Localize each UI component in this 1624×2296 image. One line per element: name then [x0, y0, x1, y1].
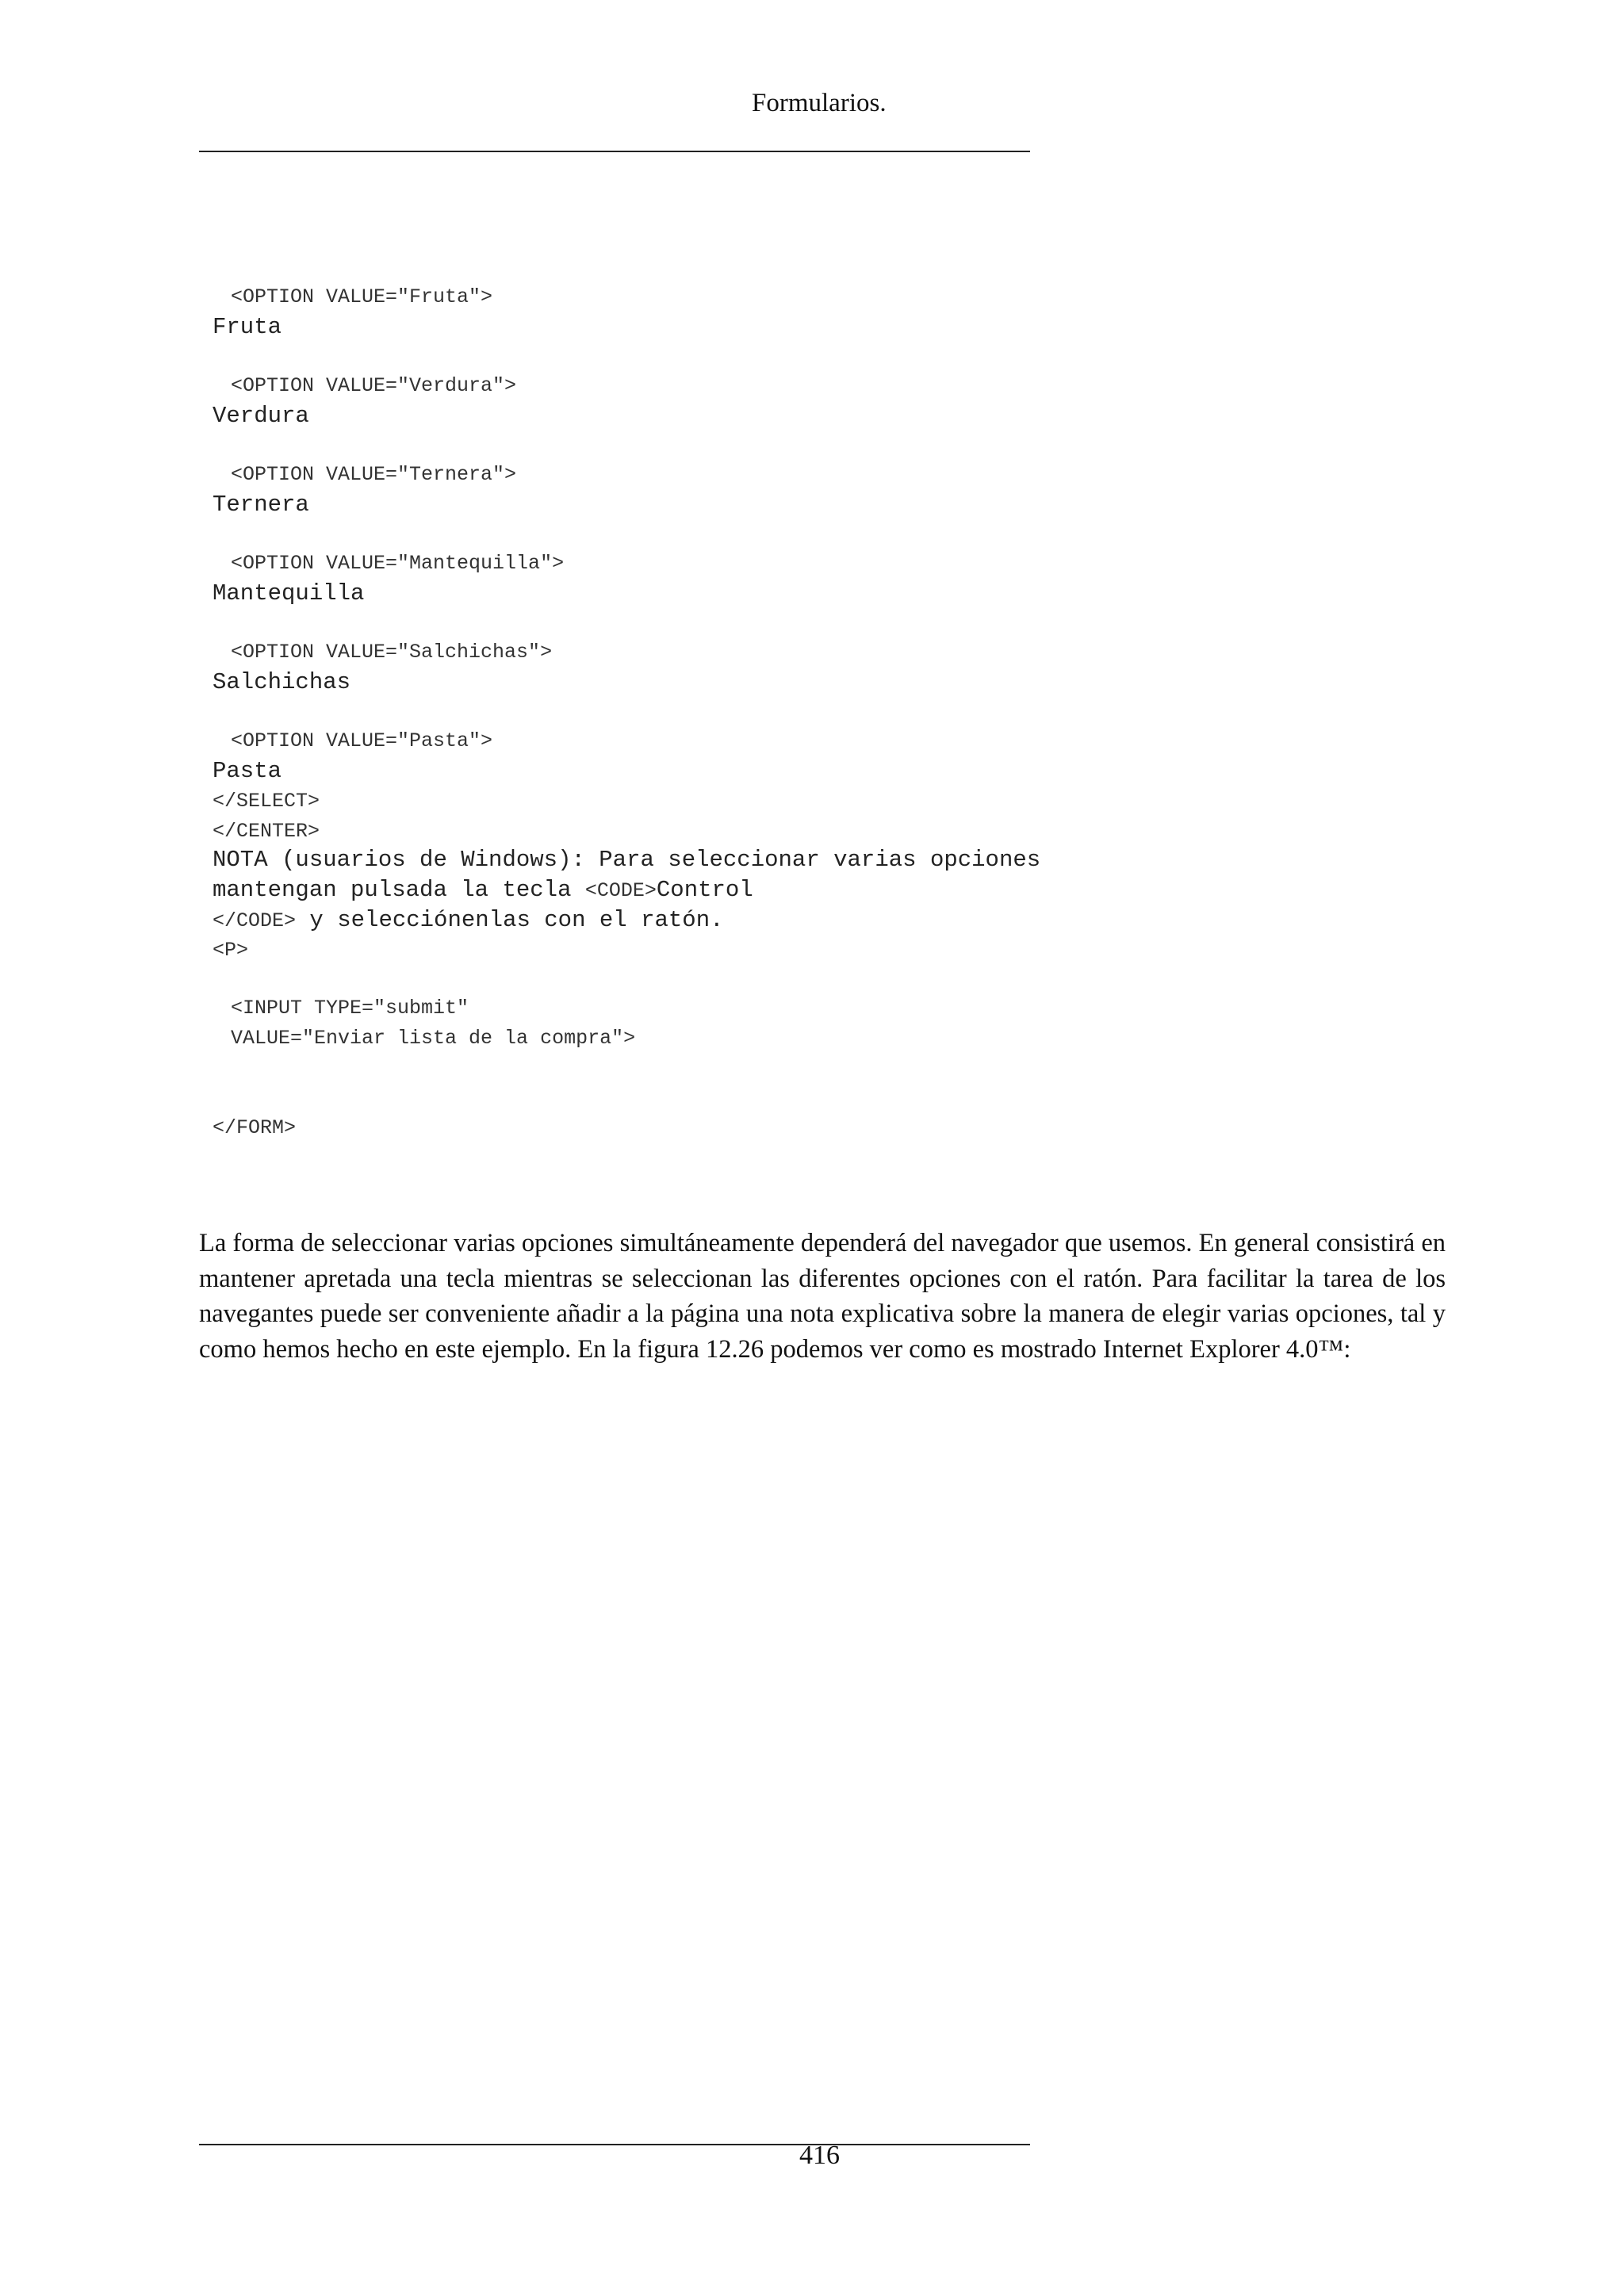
code-line: NOTA (usuarios de Windows): Para seleccionar varias opciones — [213, 847, 1041, 873]
code-line: </FORM> — [213, 1116, 297, 1139]
code-line: Fruta — [213, 314, 282, 340]
body-paragraph: La forma de seleccionar varias opciones simultáneamente dependerá del navegador que usemos. En general consistirá en mantener apretada una tecla mientras se seleccionan las diferentes opciones con el ratón. Para facilitar la tarea de los navegantes puede ser conveniente añadir a la página una nota explicativa sobre la manera de elegir varias opciones, tal y como hemos hecho en este ejemplo. En la figura 12.26 podemos ver como es mostrado Internet Explorer 4.0™: — [199, 1229, 1446, 1364]
running-header: Formularios. — [752, 89, 887, 117]
code-line: Ternera — [213, 492, 309, 518]
code-line: <OPTION VALUE="Salchichas"> — [231, 641, 553, 664]
code-fragment: </CODE> — [213, 909, 297, 932]
code-line: <OPTION VALUE="Pasta"> — [231, 729, 493, 752]
header-rule — [199, 151, 1030, 152]
code-line — [213, 877, 753, 903]
code-fragment: y selecciónenlas con el ratón. — [296, 907, 724, 933]
footer-rule — [199, 2144, 1030, 2145]
code-fragment: mantengan pulsada la tecla — [213, 877, 585, 903]
code-line: <OPTION VALUE="Mantequilla"> — [231, 552, 565, 575]
code-fragment: <CODE> — [584, 879, 657, 902]
code-line: <P> — [213, 939, 249, 962]
page-number: 416 — [799, 2141, 840, 2170]
code-line: <OPTION VALUE="Fruta"> — [231, 285, 493, 308]
code-line: <OPTION VALUE="Ternera"> — [231, 463, 517, 486]
code-line: Verdura — [213, 403, 309, 429]
code-line — [213, 907, 724, 933]
code-line: VALUE="Enviar lista de la compra"> — [231, 1027, 636, 1050]
code-line: </CENTER> — [213, 820, 320, 843]
code-fragment: Control — [656, 877, 753, 903]
code-line: Mantequilla — [213, 580, 365, 607]
code-line: Pasta — [213, 758, 282, 784]
code-line: <OPTION VALUE="Verdura"> — [231, 374, 517, 397]
code-line: Salchichas — [213, 669, 351, 695]
code-line: </SELECT> — [213, 790, 320, 813]
code-line: <INPUT TYPE="submit" — [231, 997, 469, 1020]
